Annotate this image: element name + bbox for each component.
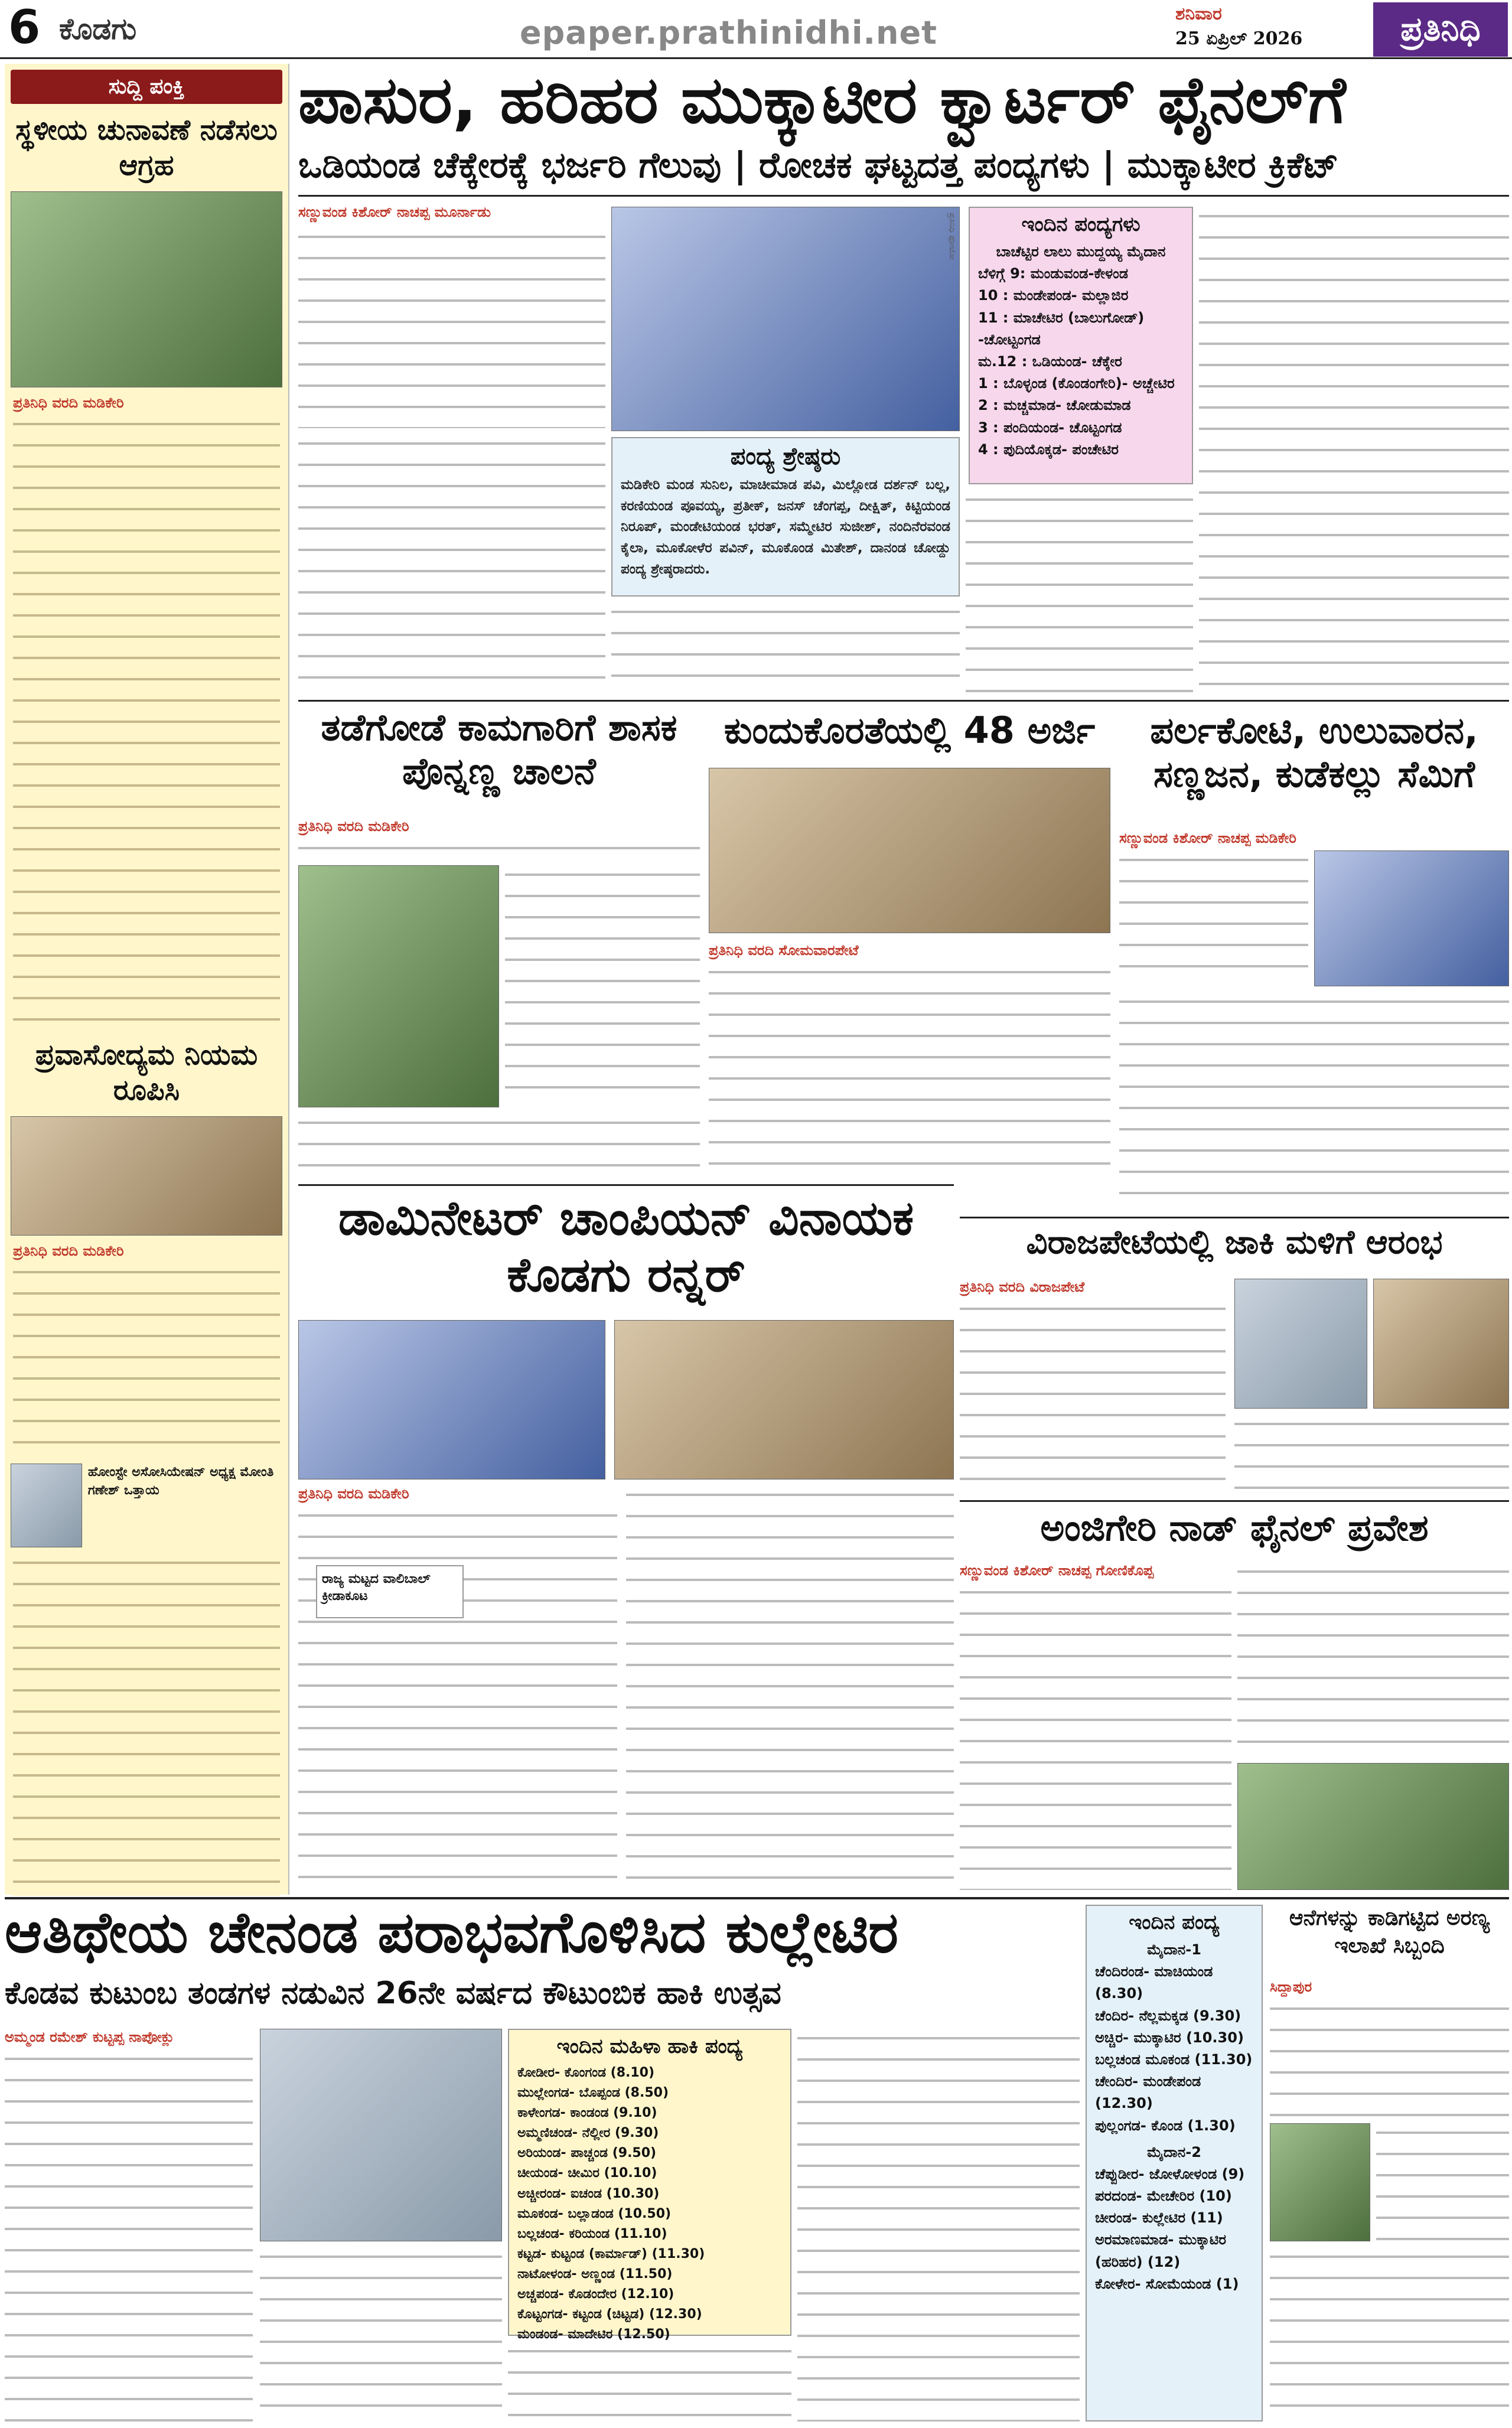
story-body <box>1270 1999 1509 2117</box>
page-number: 6 <box>8 1 41 54</box>
fixture-row: ಚೆಂದಿರಂಡ- ಮಾಚಿಯಂಡ (8.30) <box>1095 1963 1213 2002</box>
fixture-row: 3 : ಪಂದಿಯಂಡ- ಚೊಟ್ಟಂಗಡ <box>978 419 1122 436</box>
divider <box>298 700 1509 702</box>
fixture-row: 10 : ಮಂಡೇಪಂಡ- ಮಲ್ಲಾಜಿರ <box>978 287 1129 304</box>
story-title: ಪ್ರವಾಸೋದ್ಯಮ ನಿಯಮ ರೂಪಿಸಿ <box>35 1038 258 1107</box>
byline: ಪ್ರತಿನಿಧಿ ವರದಿ ಸೋಮವಾರಪೇಟೆ <box>709 942 859 959</box>
story-body <box>797 2029 1080 2422</box>
story-body <box>1119 992 1509 1211</box>
box-title: ಪಂದ್ಯ ಶ್ರೇಷ್ಠರು <box>730 443 841 470</box>
byline: ಪ್ರತಿನಿಧಿ ವರದಿ ಮಡಿಕೇರಿ <box>298 818 409 835</box>
story-body <box>960 1299 1226 1494</box>
fixture-row: ಅಚ್ಚಿರ- ಮುಕ್ಕಾಟಿರ (10.30) <box>1095 2029 1244 2046</box>
fixture-row: ಅಮ್ಮಣಿಚಂಡ- ನೆಲ್ಲೀರ (9.30) <box>517 2126 659 2141</box>
story-headline: ಆನೆಗಳನ್ನು ಕಾಡಿಗಟ್ಟಿದ ಅರಣ್ಯ ಇಲಾಖೆ ಸಿಬ್ಬಂದಿ <box>1289 1906 1490 1958</box>
story-headline: ಕುಂದುಕೊರತೆಯಲ್ಲಿ 48 ಅರ್ಜಿ <box>724 709 1096 752</box>
lead-photo <box>611 207 960 431</box>
byline: ಸಣ್ಣುವಂಡ ಕಿಶೋರ್ ನಾಚಪ್ಪ ಮಡಿಕೇರಿ <box>1119 830 1296 846</box>
story-body <box>298 1506 617 1890</box>
story-body <box>260 2247 502 2422</box>
fixture-row: 4 : ಪುದಿಯೊಕ್ಕಡ- ಪಂಚೇಟಿರ <box>978 441 1119 458</box>
fixture-row: ಕಟ್ಟಡ- ಕುಟ್ಟಂಡ (ಕಾರ್ಮಾಡ್) (11.30) <box>517 2246 705 2261</box>
story-body <box>298 839 700 862</box>
story-headline: ಅಂಜಿಗೇರಿ ನಾಡ್ ಫೈನಲ್ ಪ್ರವೇಶ <box>1040 1506 1429 1549</box>
lead-body-col1 <box>298 227 605 428</box>
byline: ಅಮ್ಮಂಡ ರಮೇಶ್ ಕುಟ್ಟಪ್ಪ ನಾಪೋಕ್ಲು <box>5 2029 175 2045</box>
team-photo <box>298 1320 605 1479</box>
byline: ಪ್ರತಿನಿಧಿ ವರದಿ ಮಡಿಕೇರಿ <box>13 1243 124 1259</box>
shop-photo <box>1234 1279 1367 1409</box>
story-body <box>5 2049 253 2422</box>
lead-body-col4 <box>966 490 1193 694</box>
story-title: ಸ್ಥಳೀಯ ಚುನಾವಣೆ ನಡೆಸಲು ಆಗ್ರಹ <box>15 113 278 182</box>
story-body <box>13 1263 280 1458</box>
site-url[interactable]: epaper.prathinidhi.net <box>520 14 937 51</box>
best-players-box <box>611 437 960 597</box>
box-title: ಇಂದಿನ ಪಂದ್ಯ <box>1129 1911 1220 1934</box>
fixture-row: ಅಚ್ಚಪಂಡ- ಕೊಡಂದೇರ (12.10) <box>517 2287 674 2302</box>
fixture-row: ಚೀಯಂಡ- ಚೀಮಿರ (10.10) <box>517 2166 657 2181</box>
story-photo <box>1314 850 1509 986</box>
today-matches-box <box>969 207 1193 484</box>
inset-caption: ರಾಜ್ಯ ಮಟ್ಟದ ವಾಲಿಬಾಲ್ ಕ್ರೀಡಾಕೂಟ <box>316 1565 464 1618</box>
story-body <box>508 2342 791 2422</box>
hockey-photo <box>260 2029 502 2241</box>
shop-photo <box>1373 1279 1509 1409</box>
photo-caption: ಹೋಂಸ್ಟೇ ಅಸೋಸಿಯೇಷನ್ ಅಧ್ಯಕ್ಷ ಮೋಂತಿ ಗಣೇಶ್ ಒತ್ತಾಯ <box>87 1465 274 1498</box>
fixture-row: ಮ.12 : ಒಡಿಯಂಡ- ಚೆಕ್ಕೇರ <box>978 353 1122 370</box>
story-body <box>1119 850 1308 986</box>
left-news-column <box>5 64 289 1895</box>
section-label: ಸುದ್ದಿ ಪಂಕ್ತಿ <box>11 70 282 104</box>
women-fixtures-box <box>508 2029 791 2342</box>
fixture-row: ಪರದಂಡ- ಮೇಚೇರಿರ (10) <box>1095 2188 1232 2205</box>
fixture-row: ಅರಮಾಣಮಾಡ- ಮುಕ್ಕಾಟಿರ (ಹರಿಹರ) (12) <box>1095 2231 1227 2270</box>
fixture-row: ಅರಿಯಂಡ- ಪಾಚ್ಚಂಡ (9.50) <box>517 2146 657 2161</box>
story-body <box>1237 1562 1509 1757</box>
bottom-kicker: ಕೊಡವ ಕುಟುಂಬ ತಂಡಗಳ ನಡುವಿನ 26ನೇ ವರ್ಷದ ಕೌಟುಂಬಿಕ ಹಾಕಿ ಉತ್ಸವ <box>5 1976 781 2011</box>
story-body <box>626 1485 954 1890</box>
story-photo <box>11 1116 282 1236</box>
ground-label: ಮೈದಾನ-1 <box>1147 1941 1201 1958</box>
fixture-row: ಚೆಂದಿರ- ನೆಲ್ಲಮಕ್ಕಡ (9.30) <box>1095 2007 1241 2024</box>
byline: ಸಣ್ಣುವಂಡ ಕಿಶೋರ್ ನಾಚಪ್ಪ ಗೋಣಿಕೊಪ್ಪ <box>960 1562 1154 1579</box>
lead-byline: ಸಣ್ಣುವಂಡ ಕಿಶೋರ್ ನಾಚಪ್ಪ ಮೂರ್ನಾಡು <box>298 204 491 220</box>
fixture-row: ಮೂಕಂಡ- ಬಲ್ಲಾಡಂಡ (10.50) <box>517 2206 672 2221</box>
story-photo <box>11 191 282 387</box>
match-photo <box>1237 1763 1509 1890</box>
story-photo <box>709 768 1110 933</box>
fixture-row: 2 : ಮಚ್ಚಮಾಡ- ಚೋಡುಮಾಡ <box>978 397 1131 414</box>
story-body <box>709 963 1110 1178</box>
newspaper-logo: ಪ್ರತಿನಿಧಿ <box>1373 2 1508 57</box>
men-fixtures-box <box>1086 1905 1263 2422</box>
photo-credit: ಪ್ರತಿನಿಧಿ ಫೋಟೋ <box>947 213 957 260</box>
story-photo <box>298 865 499 1107</box>
story-body <box>13 415 280 1029</box>
story-body <box>13 1553 280 1896</box>
page-section-name: ಕೊಡಗು <box>59 12 137 46</box>
story-body <box>298 1113 700 1178</box>
box-title: ಇಂದಿನ ಪಂದ್ಯಗಳು <box>1021 213 1140 236</box>
story-body <box>1376 2123 1509 2241</box>
story-headline: ವಿರಾಜಪೇಟೆಯಲ್ಲಿ ಜಾಕಿ ಮಳಿಗೆ ಆರಂಭ <box>1026 1223 1443 1262</box>
fixture-row: ಅಚ್ಚೀರಂಡ- ಐಚಂಡ (10.30) <box>517 2186 660 2201</box>
fixture-row: ಚೆಪ್ಪುಡೀರ- ಜೋಳೋಳಂಡ (9) <box>1095 2165 1245 2182</box>
fixture-row: 1 : ಬೊಳ್ಳಂಡ (ಕೊಂಡಂಗೇರಿ)- ಅಚ್ಚೇಟಿರ <box>978 375 1175 392</box>
byline: ಪ್ರತಿನಿಧಿ ವರದಿ ವಿರಾಜಪೇಟೆ <box>960 1279 1085 1295</box>
fixture-row: ಕೋಳೇರ- ಸೋಮೆಯಂಡ (1) <box>1095 2275 1239 2292</box>
byline: ಸಿದ್ದಾಪುರ <box>1270 1979 1312 1995</box>
divider <box>960 1217 1509 1218</box>
fixture-row: 11 : ಮಾಚೇಟಿರ (ಬಾಲುಗೋಡ್) -ಚೋಟ್ಟಂಗಡ <box>978 309 1145 348</box>
masthead <box>0 0 1512 59</box>
story-headline: ಪರ್ಲಕೋಟಿ, ಉಲುವಾರನ, ಸಣ್ಣಜನ, ಕುಡೆಕಲ್ಲು ಸೆಮಿಗೆ <box>1150 709 1478 796</box>
byline: ಪ್ರತಿನಿಧಿ ವರದಿ ಮಡಿಕೇರಿ <box>298 1485 409 1502</box>
story-body <box>505 865 700 1107</box>
fixture-row: ಚೇಂದಿರ- ಮಂಡೇಪಂಡ (12.30) <box>1095 2073 1201 2112</box>
story-body <box>960 1583 1231 1890</box>
fixture-row: ಕಾಳೇಂಗಡ- ಕಾಂಡಂಡ (9.10) <box>517 2106 657 2121</box>
venue: ಬಾಚೆಟ್ಟಿರ ಲಾಲು ಮುದ್ದಯ್ಯ ಮೈದಾನ <box>996 243 1166 260</box>
bottom-headline: ಆತಿಥೇಯ ಚೇನಂಡ ಪರಾಭವಗೊಳಿಸಿದ ಕುಲ್ಲೇಟಿರ <box>5 1899 899 1966</box>
story-body <box>1270 2247 1509 2422</box>
fixture-row: ನಾಟೋಳಂಡ- ಅಣ್ಣಂಡ (11.50) <box>517 2266 673 2282</box>
team-photo <box>614 1320 954 1479</box>
fixture-row: ಪುಲ್ಲಂಗಡ- ಕೊಂಡ (1.30) <box>1095 2117 1236 2134</box>
box-body: ಮಡಿಕೇರಿ ಮಂಡ ಸುನಿಲ, ಮಾಚೀಮಾಡ ಪವಿ, ಮಿಲ್ಲೋಡ ದರ್ಶನ್ ಬಲ್ಲ, ಕರಣಿಯಂಡ ಪೂವಯ್ಯ, ಪ್ರತೀಕ್, ಜನಸ್ ಚೆಂಗಪ್ಪ, ದೀಕ್ಷಿತ್, ಕಿಟ್ಟಿಯಂಡ ನಿರೂಪ್, ಮಂಡೇಟಿಯಂಡ ಭರತ್, ಸಮ್ಮೇಟಿರ ಸುಜೀಶ್, ನಂದಿನೆರವಂಡ ಕೈಲಾ, ಮೂಕೋಳೆರ ಪವಿನ್, ಮೂಕೊಂಡ ಮಿತೇಶ್, ದಾನಂಡ ಚೋಡ್ದು ಪಂದ್ಯ ಶ್ರೇಷ್ಠರಾದರು. <box>621 477 950 577</box>
weekday: ಶನಿವಾರ <box>1175 4 1222 24</box>
byline: ಪ್ರತಿನಿಧಿ ವರದಿ ಮಡಿಕೇರಿ <box>13 395 124 411</box>
portrait-photo <box>11 1464 82 1547</box>
ground-label: ಮೈದಾನ-2 <box>1147 2143 1201 2160</box>
fixture-row: ಮಂಡಂಡ- ಮಾದೇಟಿರ (12.50) <box>517 2327 670 2342</box>
fixture-row: ಬಲ್ಲಚಂಡ- ಕರಿಯಂಡ (11.10) <box>517 2226 667 2241</box>
fixture-row: ಬೆಳಿಗ್ಗೆ 9: ಮಂಡುವಂಡ-ಕೇಳಂಡ <box>978 265 1129 282</box>
lead-body-col2 <box>298 434 605 694</box>
divider <box>960 1500 1509 1502</box>
elephant-photo <box>1270 2123 1370 2241</box>
lead-body-col3 <box>611 602 960 694</box>
fixture-row: ಮುಲ್ಲೇಂಗಡ- ಬೊಪ್ಪಂಡ (8.50) <box>517 2085 669 2101</box>
lead-body-col5 <box>1199 207 1509 694</box>
divider <box>298 1184 954 1186</box>
fixture-row: ಕೊಟ್ಟಂಗಡ- ಕಟ್ಟಂಡ (ಚಿಟ್ಟಡ) (12.30) <box>517 2307 702 2322</box>
story-headline: ಡಾಮಿನೇಟರ್ ಚಾಂಪಿಯನ್ ವಿನಾಯಕ ಕೊಡಗು ರನ್ನರ್ <box>338 1191 914 1302</box>
fixture-row: ಕೋಡೀರ- ಕೊಂಗಂಡ (8.10) <box>517 2065 655 2080</box>
box-title: ಇಂದಿನ ಮಹಿಳಾ ಹಾಕಿ ಪಂದ್ಯ <box>556 2035 743 2058</box>
issue-date: 25 ಏಪ್ರಿಲ್ 2026 <box>1175 28 1303 49</box>
fixture-row: ಬಲ್ಲಚಂಡ ಮೂಕಂಡ (11.30) <box>1095 2051 1253 2068</box>
fixture-row: ಚೀರಂಡ- ಕುಲ್ಲೇಟಿರ (11) <box>1095 2209 1223 2227</box>
story-headline: ತಡೆಗೋಡೆ ಕಾಮಗಾರಿಗೆ ಶಾಸಕ ಪೊನ್ನಣ್ಣ ಚಾಲನೆ <box>321 706 677 793</box>
lead-kicker: ಒಡಿಯಂಡ ಚೆಕ್ಕೇರಕ್ಕೆ ಭರ್ಜರಿ ಗೆಲುವು | ರೋಚಕ ಘಟ್ಟದತ್ತ ಪಂದ್ಯಗಳು | ಮುಕ್ಕಾಟೀರ ಕ್ರಿಕೆಟ್ <box>298 145 1509 197</box>
lead-headline: ಪಾಸುರ, ಹರಿಹರ ಮುಕ್ಕಾಟೀರ ಕ್ವಾರ್ಟರ್ ಫೈನಲ್‌ಗೆ <box>298 62 1346 138</box>
story-body <box>1234 1415 1509 1494</box>
